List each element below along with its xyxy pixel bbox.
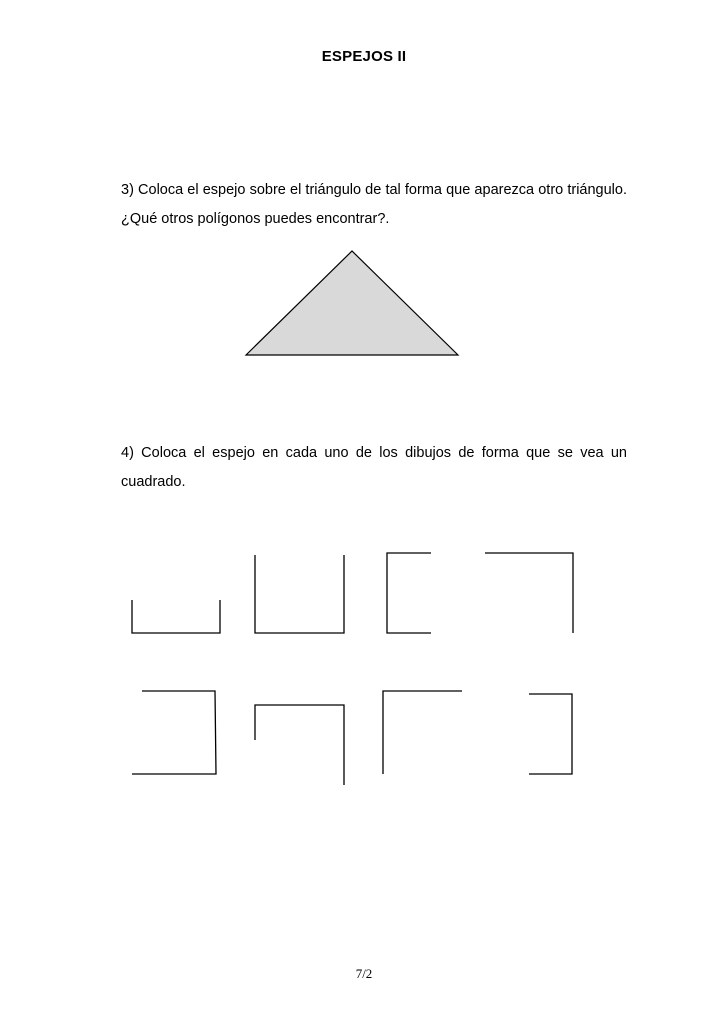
shape-6	[255, 705, 344, 785]
page-title: ESPEJOS II	[321, 48, 407, 65]
exercise-4-text: 4) Coloca el espejo en cada uno de los dibujos de forma que se vea un cuadrado.	[121, 445, 627, 490]
shape-7	[383, 691, 462, 774]
exercise-3-text: 3) Coloca el espejo sobre el triángulo de tal forma que aparezca otro triángulo. ¿Qué otros polígonos puedes encontrar?.	[121, 182, 627, 227]
shape-3	[387, 553, 431, 633]
shape-5	[132, 691, 216, 774]
shape-1	[132, 600, 220, 633]
shape-8	[529, 694, 572, 774]
page-number: 7/2	[355, 966, 373, 981]
shape-4	[485, 553, 573, 633]
shape-2	[255, 555, 344, 633]
